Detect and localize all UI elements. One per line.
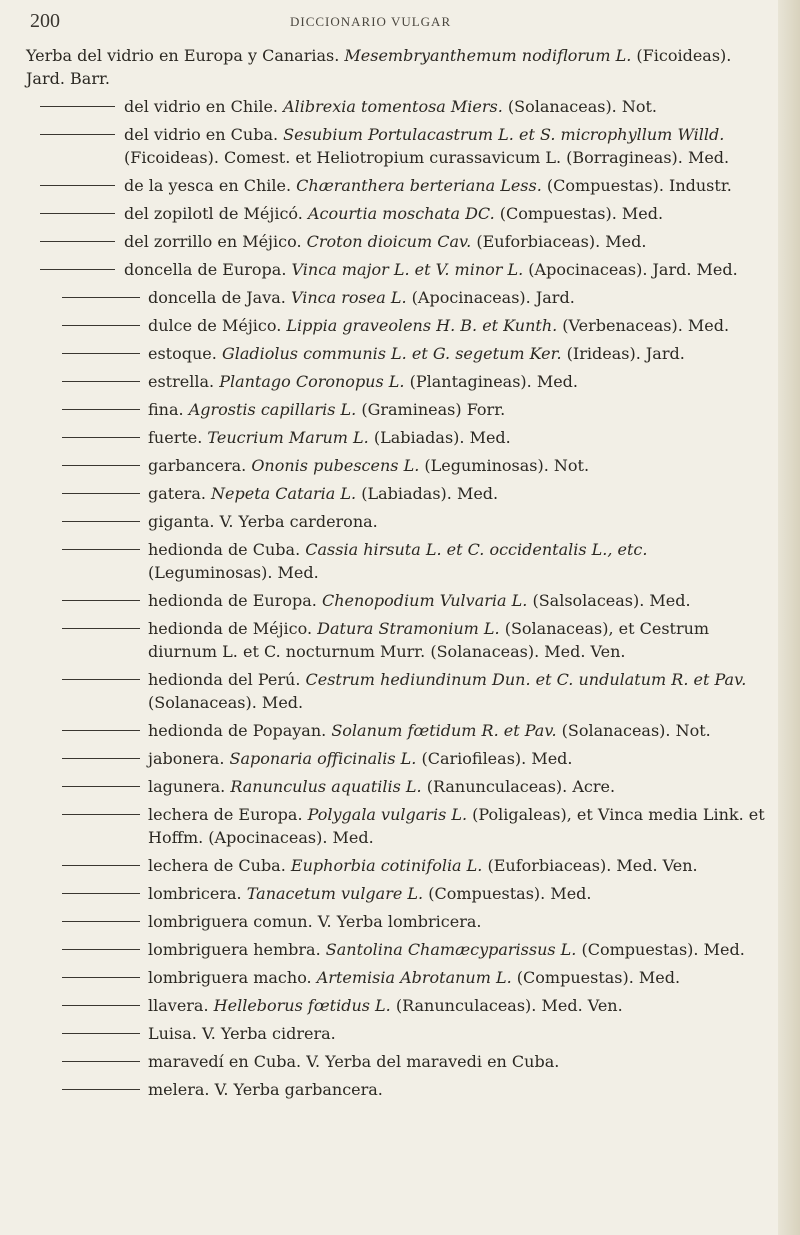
entry-lead: hedionda de Méjico. (148, 619, 313, 638)
entry-dash (62, 600, 140, 601)
entry-lead: hedionda de Popayan. (148, 721, 327, 740)
entry-note: (Plantagineas). Med. (409, 372, 579, 391)
entry-lead: hedionda de Europa. (148, 591, 317, 610)
entry-dash (62, 1005, 140, 1006)
dictionary-entry (0, 510, 800, 533)
entry-lead: gatera. (148, 484, 206, 503)
entry-dash (62, 465, 140, 466)
entry-lead: lombriguera macho. (148, 968, 312, 987)
entry-dash (62, 893, 140, 894)
entry-scientific-name: Euphorbia cotinifolia L. (290, 856, 483, 875)
dictionary-entry (0, 258, 800, 281)
entry-lead: garbancera. (148, 456, 247, 475)
page-header (30, 10, 730, 34)
entry-note: (Compuestas). Med. (581, 940, 745, 959)
entry-scientific-name: Ononis pubescens L. (251, 456, 420, 475)
entry-list (0, 44, 800, 1106)
entry-lead: estoque. (148, 344, 217, 363)
entry-dash (62, 977, 140, 978)
entry-lead: del vidrio en Cuba. (124, 125, 279, 144)
entry-note: (Solanaceas). Med. (148, 693, 304, 712)
entry-note: (Apocinaceas). Jard. Med. (528, 260, 738, 279)
dictionary-entry (0, 719, 800, 742)
dictionary-entry (0, 230, 800, 253)
entry-lead: giganta. V. Yerba carderona. (148, 512, 378, 531)
dictionary-entry (0, 775, 800, 798)
entry-note: (Verbenaceas). Med. (562, 316, 730, 335)
entry-lead: llavera. (148, 996, 209, 1015)
dictionary-entry (0, 426, 800, 449)
entry-note: (Irideas). Jard. (566, 344, 685, 363)
dictionary-entry (0, 370, 800, 393)
entry-lead: maravedí en Cuba. V. Yerba del maravedi en Cuba. (148, 1052, 560, 1071)
entry-note: (Labiadas). Med. (361, 484, 499, 503)
entry-dash (62, 1061, 140, 1062)
entry-scientific-name: Teucrium Marum L. (207, 428, 369, 447)
dictionary-entry (0, 482, 800, 505)
entry-scientific-name: Nepeta Cataria L. (211, 484, 357, 503)
dictionary-entry (0, 44, 800, 90)
entry-scientific-name: Chæranthera berteriana Less. (296, 176, 542, 195)
entry-scientific-name: Tanacetum vulgare L. (246, 884, 424, 903)
entry-dash (62, 949, 140, 950)
entry-lead: hedionda de Cuba. (148, 540, 301, 559)
dictionary-entry (0, 314, 800, 337)
entry-dash (62, 1089, 140, 1090)
dictionary-entry (0, 286, 800, 309)
entry-note: (Labiadas). Med. (373, 428, 511, 447)
entry-dash (62, 437, 140, 438)
entry-lead: del zopilotl de Méjicó. (124, 204, 303, 223)
entry-scientific-name: Cassia hirsuta L. et C. occidentalis L., etc. (305, 540, 648, 559)
dictionary-entry (0, 882, 800, 905)
entry-scientific-name: Cestrum hediundinum Dun. et C. undulatum R. et Pav. (305, 670, 747, 689)
entry-scientific-name: Vinca rosea L. (290, 288, 407, 307)
entry-dash (62, 353, 140, 354)
entry-scientific-name: Croton dioicum Cav. (306, 232, 472, 251)
dictionary-entry (0, 938, 800, 961)
dictionary-entry (0, 398, 800, 421)
entry-note: (Leguminosas). Med. (148, 563, 319, 582)
entry-scientific-name: Santolina Chamæcyparissus L. (325, 940, 577, 959)
entry-scientific-name: Lippia graveolens H. B. et Kunth. (286, 316, 558, 335)
entry-lead: estrella. (148, 372, 215, 391)
entry-scientific-name: Polygala vulgaris L. (307, 805, 468, 824)
entry-scientific-name: Ranunculus aquatilis L. (230, 777, 422, 796)
entry-lead: lombriguera comun. V. Yerba lombricera. (148, 912, 482, 931)
entry-dash (40, 241, 115, 242)
entry-lead: dulce de Méjico. (148, 316, 282, 335)
entry-scientific-name: Sesubium Portulacastrum L. et S. microphyllum Willd. (283, 125, 725, 144)
dictionary-entry (0, 747, 800, 770)
entry-scientific-name: Alibrexia tomentosa Miers. (283, 97, 503, 116)
dictionary-entry (0, 454, 800, 477)
dictionary-entry (0, 1022, 800, 1045)
entry-dash (62, 493, 140, 494)
entry-note: (Solanaceas), et Cestrum diurnum L. et C. nocturnum Murr. (Solanaceas). Med. Ven. (148, 619, 710, 661)
entry-lead: fuerte. (148, 428, 203, 447)
dictionary-entry (0, 994, 800, 1017)
entry-lead: lombriguera hembra. (148, 940, 321, 959)
entry-dash (62, 786, 140, 787)
entry-note: (Salsolaceas). Med. (532, 591, 691, 610)
dictionary-entry (0, 95, 800, 118)
dictionary-entry (0, 854, 800, 877)
entry-dash (62, 521, 140, 522)
entry-scientific-name: Chenopodium Vulvaria L. (321, 591, 528, 610)
entry-note: (Ficoideas). Comest. et Heliotropium curassavicum L. (Borragineas). Med. (124, 148, 730, 167)
entry-lead: lechera de Europa. (148, 805, 303, 824)
entry-scientific-name: Saponaria officinalis L. (229, 749, 417, 768)
dictionary-entry (0, 668, 800, 714)
entry-dash (62, 549, 140, 550)
page-number: 200 (30, 10, 60, 32)
entry-note: (Solanaceas). Not. (561, 721, 711, 740)
dictionary-entry (0, 174, 800, 197)
dictionary-entry (0, 342, 800, 365)
dictionary-entry (0, 617, 800, 663)
entry-scientific-name: Agrostis capillaris L. (188, 400, 357, 419)
entry-dash (62, 297, 140, 298)
entry-scientific-name: Plantago Coronopus L. (219, 372, 405, 391)
dictionary-entry (0, 910, 800, 933)
running-head: DICCIONARIO VULGAR (290, 14, 452, 29)
entry-lead: fina. (148, 400, 184, 419)
entry-dash (62, 921, 140, 922)
entry-dash (40, 106, 115, 107)
entry-note: (Euforbiaceas). Med. (476, 232, 647, 251)
dictionary-entry (0, 1050, 800, 1073)
dictionary-entry (0, 966, 800, 989)
entry-note: (Ranunculaceas). Med. Ven. (395, 996, 623, 1015)
entry-dash (62, 325, 140, 326)
entry-scientific-name: Solanum fœtidum R. et Pav. (331, 721, 557, 740)
entry-scientific-name: Artemisia Abrotanum L. (316, 968, 512, 987)
entry-note: (Euforbiaceas). Med. Ven. (487, 856, 698, 875)
entry-lead: doncella de Europa. (124, 260, 287, 279)
dictionary-entry (0, 123, 800, 169)
dictionary-entry (0, 589, 800, 612)
entry-dash (40, 213, 115, 214)
entry-dash (62, 381, 140, 382)
entry-scientific-name: Helleborus fœtidus L. (213, 996, 391, 1015)
entry-scientific-name: Vinca major L. et V. minor L. (291, 260, 524, 279)
entry-dash (62, 1033, 140, 1034)
entry-note: (Compuestas). Med. (516, 968, 681, 987)
entry-lead: lombricera. (148, 884, 242, 903)
entry-dash (40, 185, 115, 186)
entry-note: (Ranunculaceas). Acre. (426, 777, 616, 796)
entry-lead: del zorrillo en Méjico. (124, 232, 302, 251)
dictionary-entry (0, 803, 800, 849)
entry-dash (62, 409, 140, 410)
entry-lead: doncella de Java. (148, 288, 286, 307)
entry-note: (Poligaleas), et Vinca media Link. et Hoffm. (Apocinaceas). Med. (148, 805, 765, 847)
entry-lead: del vidrio en Chile. (124, 97, 278, 116)
entry-lead: hedionda del Perú. (148, 670, 301, 689)
entry-scientific-name: Mesembryanthemum nodiflorum L. (344, 46, 632, 65)
entry-lead: melera. V. Yerba garbancera. (148, 1080, 383, 1099)
entry-note: (Ficoideas). Jard. Barr. (26, 46, 732, 88)
entry-scientific-name: Gladiolus communis L. et G. segetum Ker. (221, 344, 562, 363)
dictionary-entry (0, 1078, 800, 1101)
page-edge (778, 0, 800, 1235)
entry-lead: de la yesca en Chile. (124, 176, 292, 195)
entry-note: (Cariofileas). Med. (421, 749, 573, 768)
entry-scientific-name: Acourtia moschata DC. (307, 204, 495, 223)
dictionary-entry (0, 538, 800, 584)
entry-dash (62, 865, 140, 866)
dictionary-entry (0, 202, 800, 225)
entry-note: (Gramineas) Forr. (361, 400, 506, 419)
entry-lead: jabonera. (148, 749, 225, 768)
entry-dash (62, 730, 140, 731)
entry-scientific-name: Datura Stramonium L. (317, 619, 500, 638)
entry-note: (Compuestas). Industr. (546, 176, 732, 195)
entry-dash (62, 679, 140, 680)
entry-lead: Luisa. V. Yerba cidrera. (148, 1024, 336, 1043)
entry-dash (62, 628, 140, 629)
entry-lead: lechera de Cuba. (148, 856, 286, 875)
entry-note: (Compuestas). Med. (499, 204, 664, 223)
entry-lead: Yerba del vidrio en Europa y Canarias. (26, 46, 340, 65)
entry-note: (Solanaceas). Not. (507, 97, 657, 116)
entry-note: (Compuestas). Med. (428, 884, 592, 903)
entry-dash (62, 758, 140, 759)
entry-note: (Leguminosas). Not. (424, 456, 590, 475)
entry-lead: lagunera. (148, 777, 226, 796)
entry-note: (Apocinaceas). Jard. (411, 288, 575, 307)
entry-dash (40, 134, 115, 135)
entry-dash (40, 269, 115, 270)
entry-dash (62, 814, 140, 815)
